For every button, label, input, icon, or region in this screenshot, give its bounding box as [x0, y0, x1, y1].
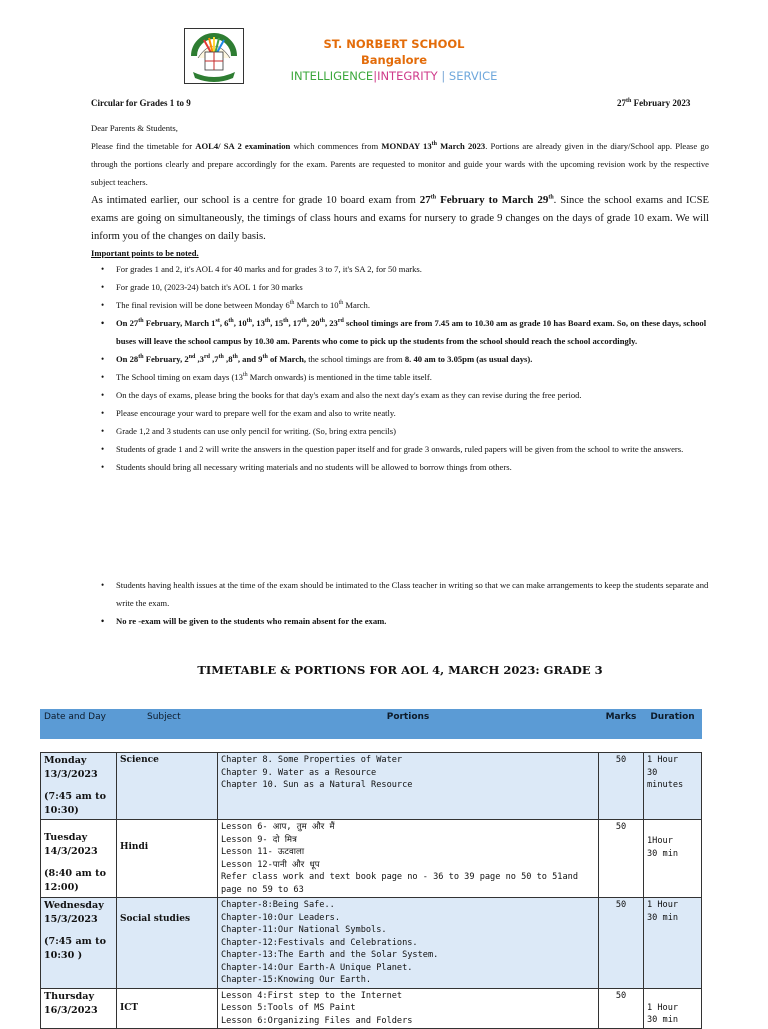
row-duration-cell: 1 Hour 30 minutes [644, 753, 702, 820]
list-item: • Students having health issues at the time of the exam should be intimated to the Class teacher in writing so that we can make arrangements to keep the students separate and write the exam. [91, 576, 709, 612]
school-city: Bangalore [360, 53, 428, 67]
row-duration-cell: 1 Hour 30 min [644, 988, 702, 1029]
school-motto [0, 69, 768, 83]
spacer-row [41, 739, 702, 753]
row-portions-cell: Chapter 8. Some Properties of Water Chapter 9. Water as a Resource Chapter 10. Sun as a Natural Resource [218, 753, 599, 820]
motto-separator: | [373, 69, 378, 83]
row-marks-cell: 50 [599, 898, 644, 989]
table-header-row [41, 710, 702, 739]
row-marks-cell: 50 [599, 753, 644, 820]
list-item: • Grade 1,2 and 3 students can use only pencil for writing. (So, bring extra pencils) [91, 422, 709, 440]
list-item: • Students should bring all necessary writing materials and no students will be allowed to borrow things from others. [91, 458, 709, 476]
list-item: • Students of grade 1 and 2 will write the answers in the question paper itself and for grade 3 onwards, ruled papers will be given from the school to write the answers. [91, 440, 709, 458]
list-item: • For grade 10, (2023-24) batch it's AOL 1 for 30 marks [91, 278, 709, 296]
list-item: • For grades 1 and 2, it's AOL 4 for 40 marks and for grades 3 to 7, it's SA 2, for 50 marks. [91, 260, 709, 278]
important-points-list-2 [91, 576, 709, 630]
list-item: • On 28th February, 2nd ,3rd ,7th ,8th, and 9th of March, the school timings are from 8. 40 am to 3.05pm (as usual days). [91, 350, 709, 368]
important-points-heading: Important points to be noted. [91, 248, 199, 258]
row-date-cell: Thursday 16/3/2023 [41, 988, 117, 1029]
header-duration: Duration [644, 710, 702, 739]
circular-date: 27th February 2023 [617, 98, 691, 108]
school-name: ST. NORBERT SCHOOL [323, 37, 465, 51]
list-item: • No re -exam will be given to the students who remain absent for the exam. [91, 612, 709, 630]
timetable-title: TIMETABLE & PORTIONS FOR AOL 4, MARCH 2023: GRADE 3 [197, 663, 603, 677]
header-marks: Marks [599, 710, 644, 739]
salutation: Dear Parents & Students, [91, 123, 178, 133]
important-points-list [91, 260, 709, 476]
list-item: • The final revision will be done between Monday 6th March to 10th March. [91, 296, 709, 314]
row-portions-cell: Lesson 6- आप, तुम और मैं Lesson 9- दो मित्र Lesson 11- ऊटवाला Lesson 12-पानी और धूप Refer class work and text book page no - 36 to 39 page no 50 to 51and page no 59 to 63 [218, 820, 599, 898]
table-row [41, 988, 702, 1029]
row-duration-cell: 1 Hour 30 min [644, 898, 702, 989]
motto-separator-2: | [437, 69, 449, 83]
row-subject-cell: Science [117, 753, 218, 820]
row-date-cell: Tuesday 14/3/2023 (8:40 am to 12:00) [41, 820, 117, 898]
header-portions: Portions [218, 710, 599, 739]
list-item: • Please encourage your ward to prepare well for the exam and also to write neatly. [91, 404, 709, 422]
motto-integrity: INTEGRITY [377, 69, 438, 83]
table-row [41, 753, 702, 820]
row-subject-cell: ICT [117, 988, 218, 1029]
row-date-cell: Wednesday 15/3/2023 (7:45 am to 10:30 ) [41, 898, 117, 989]
timetable-table [40, 709, 702, 1029]
table-row [41, 820, 702, 898]
row-portions-cell: Chapter-8:Being Safe.. Chapter-10:Our Leaders. Chapter-11:Our National Symbols. Chapter-12:Festivals and Celebrations. Chapter-13:The Earth and the Solar System. Chapter-14:Our Earth-A Unique Planet. Chapter-15:Knowing Our Earth. [218, 898, 599, 989]
row-subject-cell: Hindi [117, 820, 218, 898]
row-marks-cell: 50 [599, 988, 644, 1029]
motto-service: SERVICE [448, 69, 498, 83]
row-date-cell: Monday 13/3/2023 (7:45 am to 10:30) [41, 753, 117, 820]
header-date: Date and Day [41, 710, 117, 739]
intro-paragraph: Please find the timetable for AOL4/ SA 2 examination which commences from MONDAY 13th March 2023. Portions are already given in the diary/School app. Please go through the portions clearly and prepare accordingly for the exam. Parents are requested to monitor and guide your wards with the upcoming revision work by the respective subject teachers. [91, 141, 709, 187]
row-duration-cell: 1Hour 30 min [644, 820, 702, 898]
circular-body [91, 119, 709, 476]
list-item: • On the days of exams, please bring the books for that day's exam and also the next day's exam as they can revise during the free period. [91, 386, 709, 404]
row-subject-cell: Social studies [117, 898, 218, 989]
header-subject: Subject [117, 710, 218, 739]
row-marks-cell: 50 [599, 820, 644, 898]
motto-intelligence: INTELLIGENCE [290, 69, 374, 83]
list-item: • The School timing on exam days (13th March onwards) is mentioned in the time table itself. [91, 368, 709, 386]
board-exam-paragraph: As intimated earlier, our school is a centre for grade 10 board exam from 27th February to March 29th. Since the school exams and ICSE exams are going on simultaneously, the timings of class hours and exams for nursery to grade 9 changes on the days of grade 10 exam. We will inform you of the changes on daily basis. [91, 194, 709, 242]
additional-points [91, 576, 709, 630]
list-item: • On 27th February, March 1st, 6th, 10th, 13th, 15th, 17th, 20th, 23rd school timings are from 7.45 am to 10.30 am as grade 10 has Board exam. So, on these days, school buses will leave the school campus by 10.30 am. Parents who come to pick up the students from the school should reach the school accordingly. [91, 314, 709, 350]
table-row [41, 898, 702, 989]
circular-title: Circular for Grades 1 to 9 [91, 98, 191, 108]
row-portions-cell: Lesson 4:First step to the Internet Lesson 5:Tools of MS Paint Lesson 6:Organizing Files and Folders [218, 988, 599, 1029]
